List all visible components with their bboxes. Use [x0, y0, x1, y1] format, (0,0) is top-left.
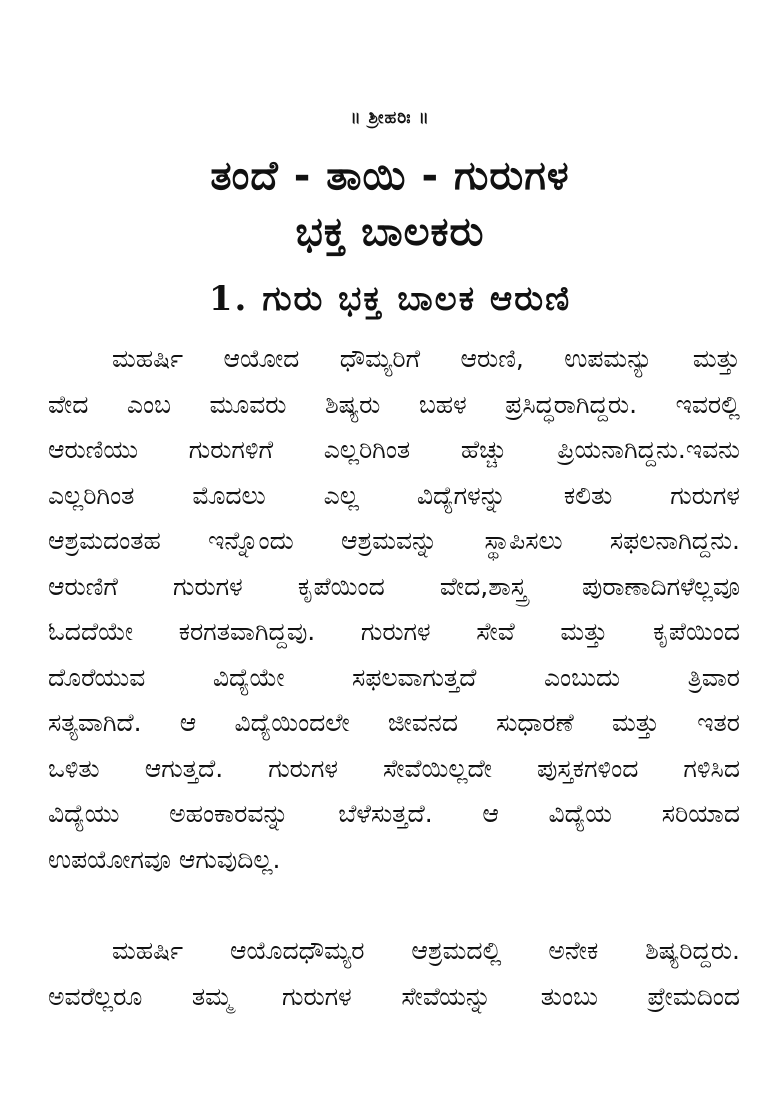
- text-line: ಆರುಣಿಯು ಗುರುಗಳಿಗೆ ಎಲ್ಲರಿಗಿಂತ ಹೆಚ್ಚು ಪ್ರಿಯನಾಗಿದ್ದನು.ಇವನು: [48, 435, 740, 464]
- section-title: ಗುರು ಭಕ್ತ ಬಾಲಕ ಆರುಣಿ: [262, 279, 572, 319]
- paragraph-2: [48, 928, 740, 1019]
- text-line: ಆಶ್ರಮದಂತಹ ಇನ್ನೊಂದು ಆಶ್ರಮವನ್ನು ಸ್ಥಾಪಿಸಲು ಸಫಲನಾಗಿದ್ದನು.: [48, 526, 740, 555]
- text-line: ಉಪಯೋಗವೂ ಆಗುವುದಿಲ್ಲ.: [48, 844, 281, 874]
- text-line: ಅವರೆಲ್ಲರೂ ತಮ್ಮ ಗುರುಗಳ ಸೇವೆಯನ್ನು ತುಂಬು ಪ್ರೇಮದಿಂದ: [48, 981, 740, 1011]
- title-line-1: ತಂದೆ - ತಾಯಿ - ಗುರುಗಳ: [210, 153, 570, 199]
- invocation-header: ॥ ಶ್ರೀಹರಿಃ ॥: [350, 108, 430, 128]
- text-line: ಮಹರ್ಷಿ ಆಯೋದ ಧೌಮ್ಯರಿಗೆ ಆರುಣಿ, ಉಪಮನ್ಯು ಮತ್ತು: [112, 344, 740, 373]
- section-number: 1.: [208, 279, 249, 319]
- text-line: ಸತ್ಯವಾಗಿದೆ. ಆ ವಿದ್ಯೆಯಿಂದಲೇ ಜೀವನದ ಸುಧಾರಣೆ ಮತ್ತು ಇತರ: [48, 708, 740, 737]
- text-line: ಎಲ್ಲರಿಗಿಂತ ಮೊದಲು ಎಲ್ಲ ವಿದ್ಯೆಗಳನ್ನು ಕಲಿತು ಗುರುಗಳ: [48, 480, 740, 510]
- text-line: ಮಹರ್ಷಿ ಆಯೊದಧೌಮ್ಯರ ಆಶ್ರಮದಲ್ಲಿ ಅನೇಕ ಶಿಷ್ಯರಿದ್ದರು.: [112, 936, 740, 965]
- text-line: ದೊರೆಯುವ ವಿದ್ಯೆಯೇ ಸಫಲವಾಗುತ್ತದೆ ಎಂಬುದು ತ್ರಿವಾರ: [48, 662, 740, 692]
- section-heading: [0, 274, 780, 324]
- text-line: ವಿದ್ಯೆಯು ಅಹಂಕಾರವನ್ನು ಬೆಳೆಸುತ್ತದೆ. ಆ ವಿದ್ಯೆಯ ಸರಿಯಾದ: [48, 799, 740, 828]
- text-line: ಆರುಣಿಗೆ ಗುರುಗಳ ಕೃಪೆಯಿಂದ ವೇದ,ಶಾಸ್ತ್ರ ಪುರಾಣಾದಿಗಳೆಲ್ಲವೂ: [48, 571, 740, 601]
- text-line: ಒಳಿತು ಆಗುತ್ತದೆ. ಗುರುಗಳ ಸೇವೆಯಿಲ್ಲದೇ ಪುಸ್ತಕಗಳಿಂದ ಗಳಿಸಿದ: [48, 753, 740, 783]
- text-line: ಓದದೆಯೇ ಕರಗತವಾಗಿದ್ದವು. ಗುರುಗಳ ಸೇವೆ ಮತ್ತು ಕೃಪೆಯಿಂದ: [48, 617, 740, 646]
- text-line: ವೇದ ಎಂಬ ಮೂವರು ಶಿಷ್ಯರು ಬಹಳ ಪ್ರಸಿದ್ಧರಾಗಿದ್ದರು. ಇವರಲ್ಲಿ: [48, 389, 740, 419]
- title-line-2: ಭಕ್ತ ಬಾಲಕರು: [295, 209, 485, 255]
- paragraph-1: [48, 336, 740, 882]
- page-title: [0, 148, 780, 260]
